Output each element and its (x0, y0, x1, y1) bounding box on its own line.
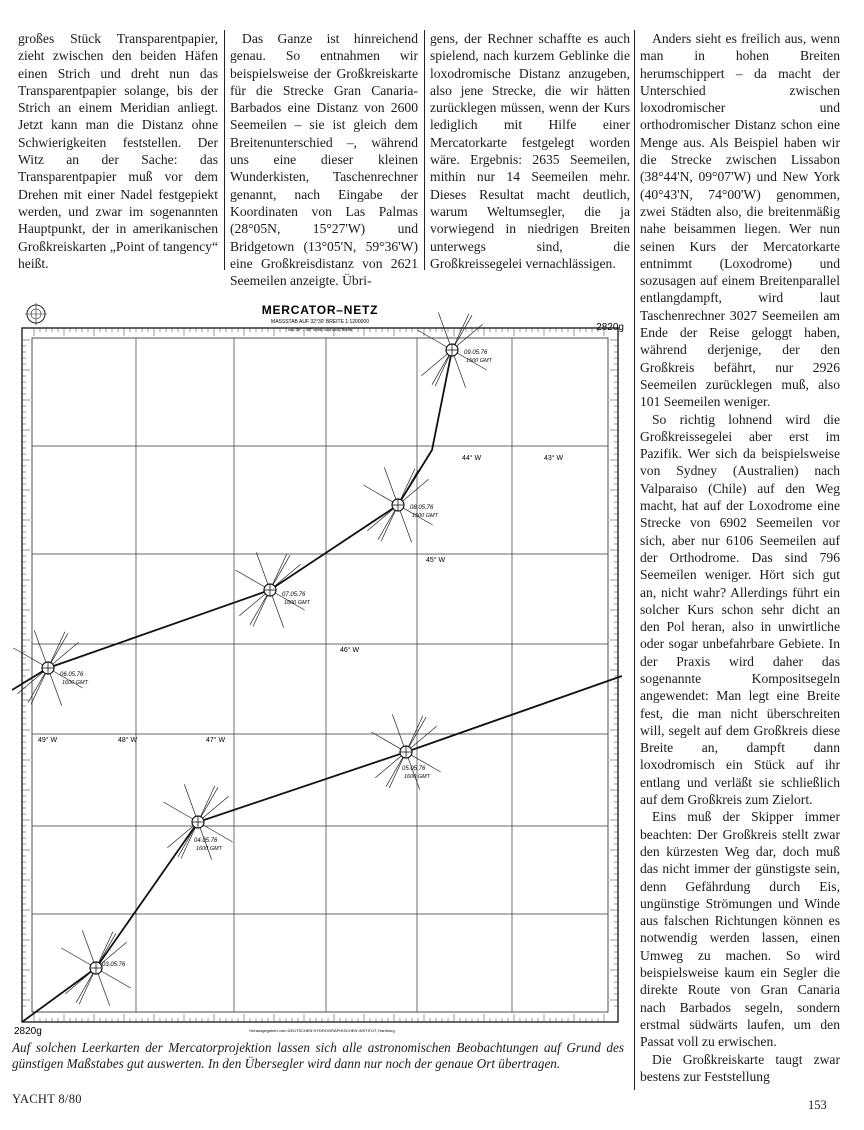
longitude-labels (38, 454, 564, 744)
position-fix (371, 714, 440, 789)
longitude-label: 45° W (426, 557, 446, 564)
map-title: MERCATOR–NETZ (261, 303, 379, 317)
text-column-1 (18, 30, 218, 272)
map-subtitle: MASSSTAB AUF 32°30' BREITE 1:1200000 (271, 319, 369, 325)
paragraph: großes Stück Transparentpapier, zieht zwischen den beiden Häfen einen Strich und dreht nun das Transparentpapier solange, bis der Strich an einem Meridian anliegt. Jetzt kann man die Distanz ohne Schwierigkeiten feststellen. Der Witz an der Sache: das Transparentpapier muß vor dem Drehen mit einer Nadel festgepiekt werden, und zwar im sogenannten Hauptpunkt, der in amerikanischen Großkreiskarten „Point of tangency“ heißt. (18, 31, 218, 271)
page-number: 153 (808, 1098, 827, 1112)
fix-time: 1500 GMT (412, 513, 438, 519)
paragraph: Das Ganze ist hinreichend genau. So entnahmen wir beispielsweise der Großkreiskarte für die Strecke Gran Canaria-Barbados eine Distanz von 2600 Seemeilen – sie ist gleich dem Breitenunterschied –, während uns eine dieser kleinen Wunderkisten, Taschenrechner genannt, nach Eingabe der Koordinaten von Las Palmas (28°05N, 15°27'W) und Bridgetown (13°05'N, 59°36'W) eine Großkreisdistanz von 2621 Seemeilen anzeigte. Übri- (230, 31, 418, 289)
fix-date: 05.05.76 (402, 766, 426, 772)
fix-time: 1500 GMT (466, 358, 492, 364)
paragraph: So richtig lohnend wird die Großkreissegelei aber erst im Pazifik. Wer sich da beispielsweise von Sydney (Australien) nach Valparaiso (Chile) auf den Weg macht, hat auf der Loxodrome eine Strecke von 6902 Seemeilen vor sich, aber nur 6106 Seemeilen auf der Orthodrome. Das sind 796 Seemeilen weniger. Hört sich gut an, nicht wahr? Allerdings führt ein solcher Kurs schon sehr dicht an den Pol heran, also in unwirtliche oder sogar unbefahrbare Gebiete. In der Praxis wird daher das sogenannte Kompositsegeln angewendet: Man legt eine Breite fest, die man nicht überschreiten will, segelt auf dem Großkreis diese Breite an, dampft dann loxodromisch ein Stück auf ihr entlang und verläßt sie schließlich auf dem Großkreis zum Zielort. (640, 411, 840, 808)
position-fix (163, 784, 232, 859)
fix-date: 07.05.76 (282, 592, 306, 598)
fix-date: 04.05.76 (194, 838, 218, 844)
text-column-3 (430, 30, 630, 272)
corner-code-bottom: 2820g (14, 1026, 42, 1037)
map-publisher-note: Herausgegeben vom DEUTSCHEN HYDROGRAPHISCHEN INSTITUT, Hamburg (249, 1028, 395, 1033)
fix-date: 06.05.76 (60, 672, 84, 678)
position-fix (235, 552, 310, 627)
track-line-upper (12, 350, 452, 690)
longitude-label: 48° W (118, 737, 138, 744)
magazine-footer: YACHT 8/80 (12, 1092, 82, 1106)
mercator-chart (12, 300, 627, 1040)
edge-ticks (22, 328, 618, 1022)
paragraph: Anders sieht es freilich aus, wenn man in hohen Breiten herumschippert – da macht der Unterschied zwischen loxodromischer und orthodromischer Distanz schon eine Menge aus. Als Beispiel haben wir die Strecke zwischen Lissabon (38°44'N, 09°07'W) und New York (40°43'N, 74°00'W) genommen, zwei Städten also, die breitenmäßig nahe beisammen liegen. Wer nun seinen Kurs der Mercatorkarte entnimmt (Loxodrome) und sozusagen auf einem Breitenparallel entlangdampft, wird laut Taschenrechner 3027 Seemeilen am Ende der Reise geloggt haben, während derjenige, der den Großkreis befährt, nur 2926 Seemeilen zurücklegen muß, also 101 Seemeilen weniger. (640, 31, 840, 410)
map-subtitle-2: von 29° – 36° nördl. und südl. Breite (287, 327, 353, 332)
fix-time: 1600 GMT (196, 846, 222, 852)
fix-time: 1600 GMT (62, 680, 88, 686)
corner-code-top: 2820g (596, 322, 624, 333)
column-rule (634, 30, 635, 1090)
position-fix (363, 467, 438, 542)
compass-rose-icon (25, 303, 47, 325)
paragraph: gens, der Rechner schaffte es auch spielend, nach kurzem Geblinke die loxodromische Distanz anzugeben, also jene Strecke, die wir hätten zurücklegen müssen, wenn der Kurs lediglich mit Hilfe einer Mercatorkarte festgelegt worden wäre. Ergebnis: 2635 Seemeilen, mithin nur 14 Seemeilen mehr. Dieses Resultat macht deutlich, warum Weltumsegler, die ja vorwiegend in niedrigen Breiten unterwegs sind, die Großkreissegelei vernachlässigen. (430, 31, 630, 271)
fix-date: 03.05.76 (102, 962, 126, 968)
map-frame-inner (32, 338, 608, 1012)
position-fix (61, 930, 130, 1005)
longitude-label: 47° W (206, 737, 226, 744)
position-fix (417, 312, 492, 387)
paragraph: Die Großkreiskarte taugt zwar bestens zur Feststellung (640, 1051, 840, 1084)
longitude-label: 44° W (462, 455, 482, 462)
map-frame-outer (22, 328, 618, 1022)
position-fix (13, 630, 88, 705)
text-column-2 (230, 30, 418, 289)
longitude-label: 46° W (340, 647, 360, 654)
track-line-lower (22, 676, 622, 1022)
fix-time: 1600 GMT (404, 774, 430, 780)
fix-date: 08.05.76 (410, 505, 434, 511)
fix-date: 09.05.76 (464, 350, 488, 356)
column-rule (424, 30, 425, 270)
paragraph: Eins muß der Skipper immer beachten: Der Großkreis stellt zwar den kürzesten Weg dar, doch muß das nicht immer der günstigste sein, denn Gefährdung durch Eis, ungünstige Strömungen und Winde aus falschen Richtungen können es notwendig werden lassen, einen Umweg zu machen. So wird beispielsweise kaum ein Segler die direkte Route von Gran Canaria nach Barbados segeln, sondern erstmal südwärts laufen, um den Passat voll zu erwischen. (640, 809, 840, 1050)
longitude-label: 49° W (38, 737, 58, 744)
figure-caption: Auf solchen Leerkarten der Mercatorprojektion lassen sich alle astronomischen Beobachtungen auf Grund des günstigen Maßstabes gut auswerten. In den Übersegler wird dann nur noch der genaue Ort übertragen. (12, 1040, 624, 1071)
longitude-label: 43° W (544, 455, 564, 462)
text-column-4 (640, 30, 840, 1085)
column-rule (224, 30, 225, 270)
fix-time: 1600 GMT (284, 600, 310, 606)
grid-lines (32, 338, 608, 1012)
